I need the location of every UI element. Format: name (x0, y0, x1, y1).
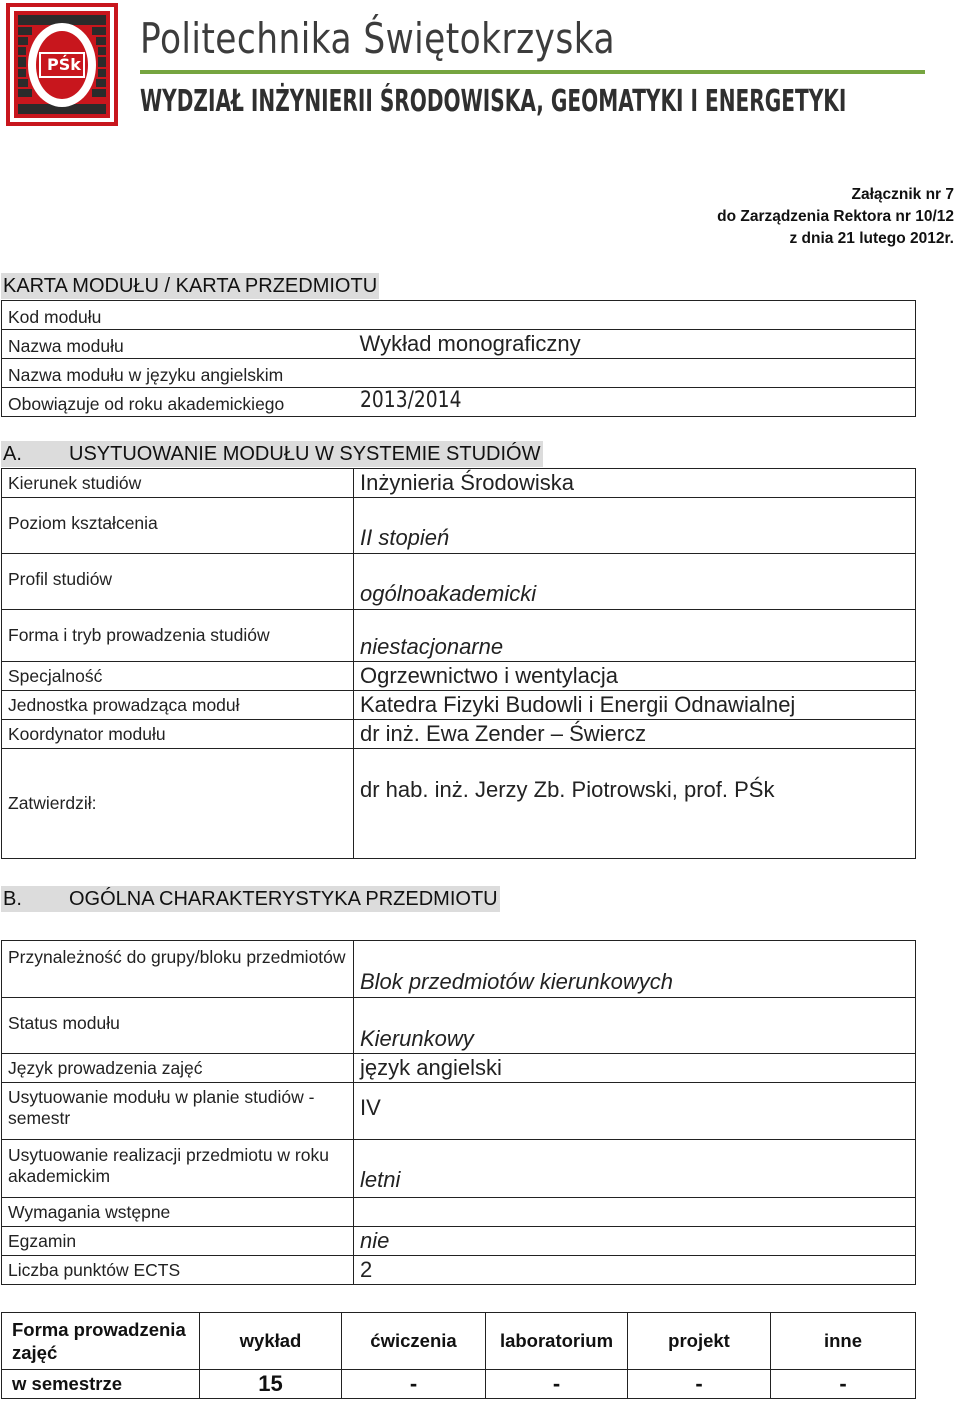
table-row (2, 330, 916, 359)
kod-value (354, 301, 916, 330)
row-label: Poziom kształcenia (2, 498, 354, 554)
table-row (2, 1083, 916, 1140)
table-row (2, 359, 916, 388)
faculty-name: WYDZIAŁ INŻYNIERII ŚRODOWISKA, GEOMATYKI I ENERGETYKI (140, 84, 847, 119)
row-value: Blok przedmiotów kierunkowych (354, 941, 916, 998)
nazwa-label: Nazwa modułu (2, 330, 354, 359)
row-label: Usytuowanie modułu w planie studiów - semestr (2, 1083, 354, 1140)
row-label: Forma i tryb prowadzenia studiów (2, 610, 354, 662)
row-value: nie (354, 1227, 916, 1256)
row-value (354, 1198, 916, 1227)
obowiazuje-value: 2013/2014 (354, 388, 916, 417)
nazwa-en-label: Nazwa modułu w języku angielskim (2, 359, 354, 388)
table-row (2, 1227, 916, 1256)
table-row (2, 1370, 916, 1399)
section-a-letter: A. (3, 443, 22, 465)
row-label: Kierunek studiów (2, 469, 354, 498)
nazwa-value: Wykład monograficzny (354, 330, 916, 359)
row-value: język angielski (354, 1054, 916, 1083)
table-row (2, 1198, 916, 1227)
table-row (2, 998, 916, 1054)
forms-value: - (771, 1370, 916, 1399)
row-value: Katedra Fizyki Budowli i Energii Odnawialnej (354, 691, 916, 720)
row-label: Liczba punktów ECTS (2, 1256, 354, 1285)
module-table (1, 300, 916, 417)
forms-value: - (628, 1370, 771, 1399)
forms-column-header: laboratorium (486, 1313, 628, 1370)
table-row (2, 388, 916, 417)
kod-label: Kod modułu (2, 301, 354, 330)
table-row (2, 498, 916, 554)
row-label: Język prowadzenia zajęć (2, 1054, 354, 1083)
annex-line-2: do Zarządzenia Rektora nr 10/12 (717, 208, 954, 225)
section-a-table (1, 468, 916, 859)
table-row (2, 1256, 916, 1285)
row-label: Profil studiów (2, 554, 354, 610)
forms-column-header: wykład (200, 1313, 342, 1370)
row-value: niestacjonarne (354, 610, 916, 662)
section-b-table (1, 940, 916, 1285)
section-a-title (1, 441, 543, 467)
card-title: KARTA MODUŁU / KARTA PRZEDMIOTU (3, 275, 378, 297)
row-value: 2 (354, 1256, 916, 1285)
forms-column-header: ćwiczenia (342, 1313, 486, 1370)
table-row (2, 691, 916, 720)
row-value: II stopień (354, 498, 916, 554)
row-value: Kierunkowy (354, 998, 916, 1054)
table-row (2, 610, 916, 662)
table-row (2, 662, 916, 691)
row-label: Usytuowanie realizacji przedmiotu w roku akademickim (2, 1140, 354, 1198)
row-value: ogólnoakademicki (354, 554, 916, 610)
forms-column-header: projekt (628, 1313, 771, 1370)
annex-line-1: Załącznik nr 7 (851, 186, 954, 203)
table-row (2, 1140, 916, 1198)
table-row (2, 301, 916, 330)
forms-row-label: w semestrze (2, 1370, 200, 1399)
table-header-row (2, 1313, 916, 1370)
table-row (2, 1054, 916, 1083)
row-value: dr inż. Ewa Zender – Świercz (354, 720, 916, 749)
table-row (2, 941, 916, 998)
row-label: Egzamin (2, 1227, 354, 1256)
row-value: Ogrzewnictwo i wentylacja (354, 662, 916, 691)
section-b-title (1, 886, 500, 912)
row-label: Status modułu (2, 998, 354, 1054)
class-forms-table (1, 1312, 916, 1399)
obowiazuje-label: Obowiązuje od roku akademickiego (2, 388, 354, 417)
row-value: IV (354, 1083, 916, 1140)
table-row (2, 554, 916, 610)
forms-header-label: Forma prowadzenia zajęć (2, 1313, 200, 1370)
row-value: Inżynieria Środowiska (354, 469, 916, 498)
row-label: Przynależność do grupy/bloku przedmiotów (2, 941, 354, 998)
row-value: dr hab. inż. Jerzy Zb. Piotrowski, prof. PŚk (354, 749, 916, 859)
table-row (2, 720, 916, 749)
annex-note (717, 184, 954, 250)
row-value: letni (354, 1140, 916, 1198)
row-label: Wymagania wstępne (2, 1198, 354, 1227)
table-row (2, 469, 916, 498)
forms-value: 15 (200, 1370, 342, 1399)
header-divider (140, 70, 925, 74)
university-logo (6, 3, 118, 126)
forms-column-header: inne (771, 1313, 916, 1370)
section-a-heading: USYTUOWANIE MODUŁU W SYSTEMIE STUDIÓW (69, 443, 541, 465)
row-label: Zatwierdził: (2, 749, 354, 859)
row-label: Koordynator modułu (2, 720, 354, 749)
forms-value: - (486, 1370, 628, 1399)
table-row (2, 749, 916, 859)
section-b-letter: B. (3, 888, 22, 910)
row-label: Jednostka prowadząca moduł (2, 691, 354, 720)
annex-line-3: z dnia 21 lutego 2012r. (789, 230, 954, 247)
logo-lettering: PŚk (47, 55, 81, 74)
forms-value: - (342, 1370, 486, 1399)
university-name: Politechnika Świętokrzyska (140, 14, 615, 63)
section-b-heading: OGÓLNA CHARAKTERYSTYKA PRZEDMIOTU (69, 888, 498, 910)
nazwa-en-value (354, 359, 916, 388)
row-label: Specjalność (2, 662, 354, 691)
